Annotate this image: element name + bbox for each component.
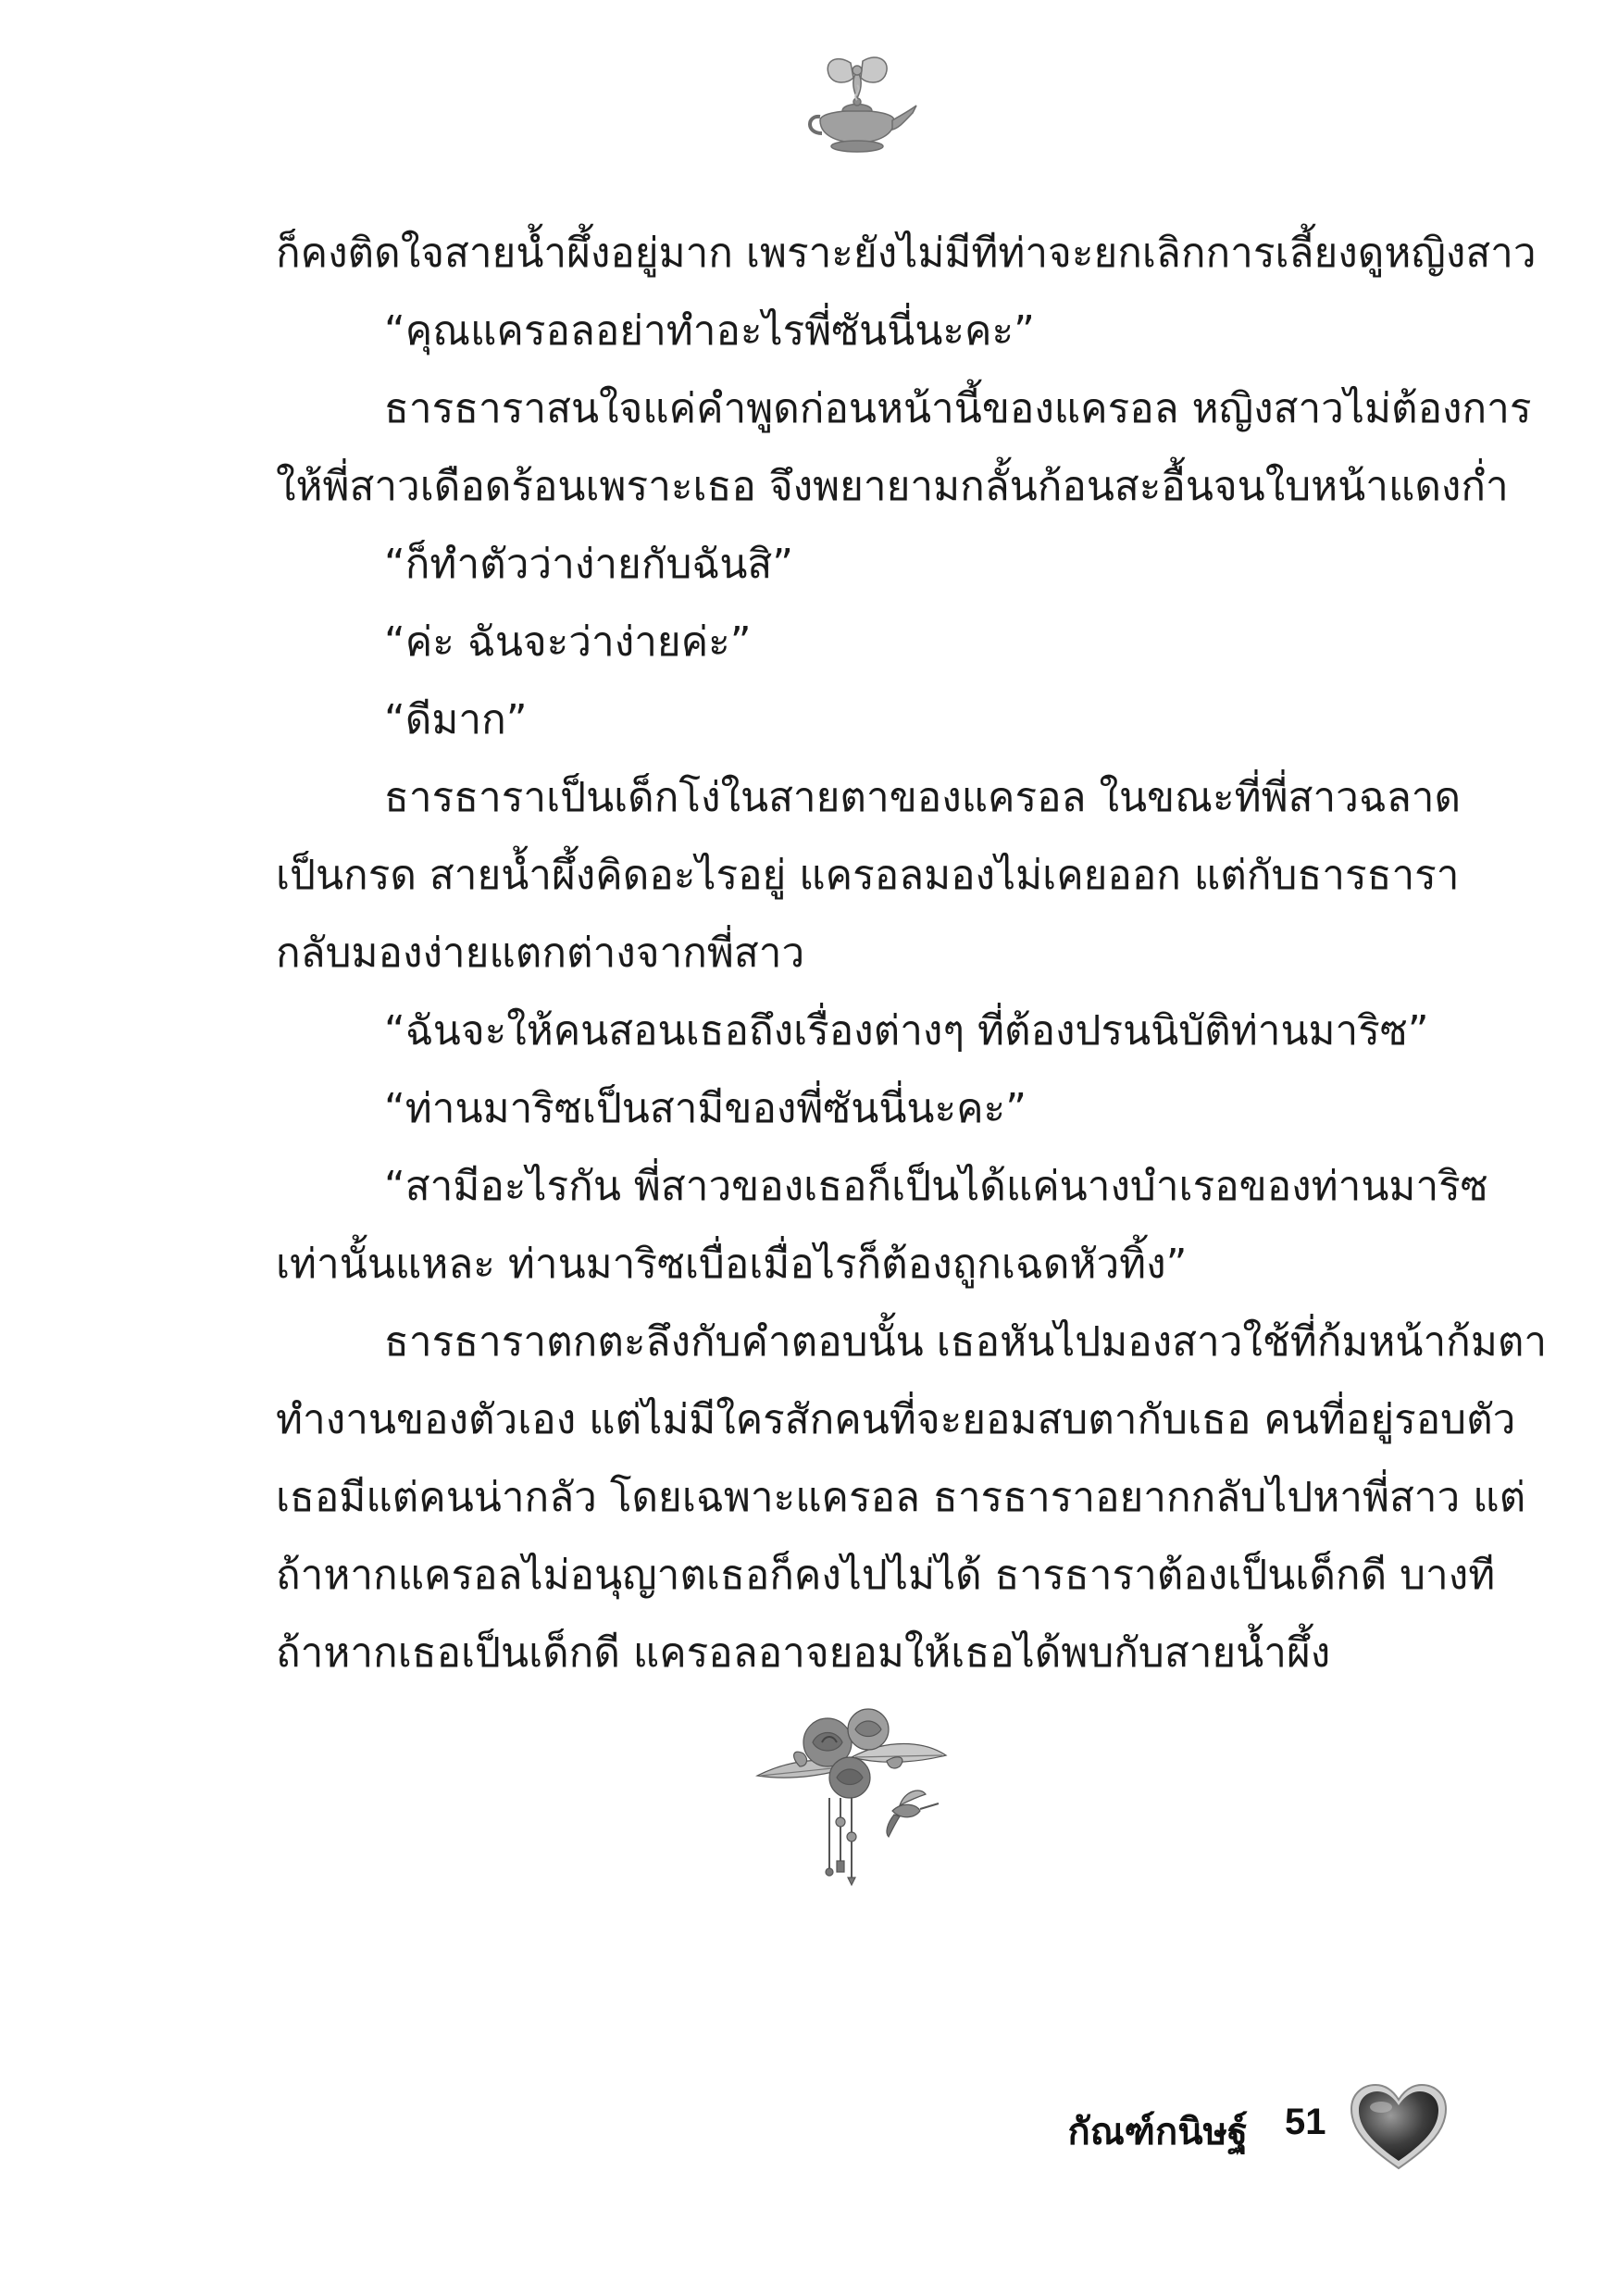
text-line: กลับมองง่ายแตกต่างจากพี่สาว	[276, 930, 805, 977]
heart-icon	[1348, 2081, 1450, 2174]
text-line: เป็นกรด สายน้ำผึ้งคิดอะไรอยู่ แครอลมองไม่เคยออก แต่กับธารธารา	[276, 852, 1460, 899]
text-line: “คุณแครอลอย่าทำอะไรพี่ซันนี่นะคะ”	[384, 307, 1035, 355]
page-number: 51	[1285, 2102, 1326, 2142]
text-line: ธารธาราสนใจแค่คำพูดก่อนหน้านี้ของแครอล หญิงสาวไม่ต้องการ	[384, 385, 1532, 432]
text-line: “สามีอะไรกัน พี่สาวของเธอก็เป็นได้แค่นางบำเรอของท่านมาริซ	[384, 1163, 1488, 1210]
text-line: ทำงานของตัวเอง แต่ไม่มีใครสักคนที่จะยอมสบตากับเธอ คนที่อยู่รอบตัว	[276, 1396, 1516, 1443]
text-line: ก็คงติดใจสายน้ำผึ้งอยู่มาก เพราะยังไม่มีทีท่าจะยกเลิกการเลี้ยงดูหญิงสาว	[276, 230, 1537, 277]
text-line: “ฉันจะให้คนสอนเธอถึงเรื่องต่างๆ ที่ต้องปรนนิบัติท่านมาริซ”	[384, 1007, 1429, 1054]
teapot-fairy-ornament-icon	[800, 54, 920, 165]
text-line: ธารธาราเป็นเด็กโง่ในสายตาของแครอล ในขณะที่พี่สาวฉลาด	[384, 774, 1462, 821]
text-line: “ท่านมาริซเป็นสามีของพี่ซันนี่นะคะ”	[384, 1085, 1027, 1132]
text-line: เท่านั้นแหละ ท่านมาริซเบื่อเมื่อไรก็ต้องถูกเฉดหัวทิ้ง”	[276, 1241, 1188, 1288]
book-title: กัณฑ์กนิษฐ์	[1067, 2111, 1248, 2153]
text-line: ให้พี่สาวเดือดร้อนเพราะเธอ จึงพยายามกลั้นก้อนสะอื้นจนใบหน้าแดงก่ำ	[276, 463, 1509, 510]
text-line: ถ้าหากเธอเป็นเด็กดี แครอลอาจยอมให้เธอได้พบกับสายน้ำผึ้ง	[276, 1629, 1331, 1677]
rose-hummingbird-ornament-icon	[748, 1702, 955, 1887]
text-line: “ก็ทำตัวว่าง่ายกับฉันสิ”	[384, 541, 794, 588]
text-line: “ดีมาก”	[384, 696, 528, 743]
page-footer	[0, 2074, 1618, 2185]
text-line: ธารธาราตกตะลึงกับคำตอบนั้น เธอหันไปมองสาวใช้ที่ก้มหน้าก้มตา	[384, 1318, 1548, 1366]
text-line: ถ้าหากแครอลไม่อนุญาตเธอก็คงไปไม่ได้ ธารธาราต้องเป็นเด็กดี บางที	[276, 1552, 1496, 1599]
text-line: เธอมีแต่คนน่ากลัว โดยเฉพาะแครอล ธารธาราอยากกลับไปหาพี่สาว แต่	[276, 1474, 1526, 1521]
body-text	[276, 222, 1548, 1685]
text-line: “ค่ะ ฉันจะว่าง่ายค่ะ”	[384, 618, 752, 666]
